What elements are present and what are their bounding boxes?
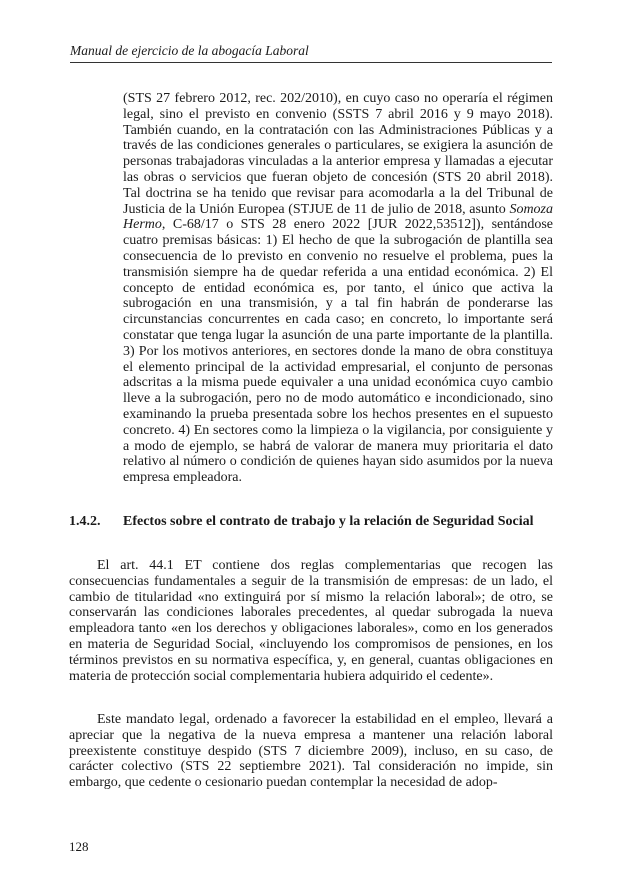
running-title: Manual de ejercicio de la abogacía Laboral [70,43,309,58]
section-title: Efectos sobre el contrato de trabajo y la relación de Seguridad Social [123,514,534,529]
section-number: 1.4.2. [69,514,101,529]
case-name: Somoza Hermo [123,201,553,233]
quote-block [123,91,553,486]
section-heading [69,513,553,530]
quote-text-1: (STS 27 febrero 2012, rec. 202/2010), en cuyo caso no operaría el régimen legal, sino el previsto en convenio (SSTS 7 abril 2016 y 9 mayo 2018). También cuando, en la contratación con las Administraciones Públicas y a través de las condiciones generales o particulares, se exigiera la asunción de personas trabajadoras vinculadas a la anterior empresa y llamadas a ejecutar las obras o servicios que fueran objeto de concesión (STS 20 abril 2018). Tal doctrina se ha tenido que revisar para acomodarla a la del Tribunal de Justicia de la Unión Europea (STJUE de 11 de julio de 2018, asunto [123,91,553,217]
paragraph-2: Este mandato legal, ordenado a favorecer la estabilidad en el empleo, llevará a apreciar que la negativa de la nueva empresa a mantener una relación laboral preexistente constituye despido (STS 7 diciembre 2009), incluso, en su caso, de carácter colectivo (STS 22 septiembre 2021). Tal consideración no impide, sin embargo, que cedente o cesionario puedan contemplar la necesidad de adop- [69,712,553,791]
paragraph-1: El art. 44.1 ET contiene dos reglas complementarias que recogen las consecuencias fundamentales a seguir de la transmisión de empresas: de un lado, el cambio de titularidad «no extinguirá por sí mismo la relación laboral»; de otro, se conservarán las condiciones laborales precedentes, al quedar subrogada la nueva empleadora tanto «en los derechos y obligaciones laborales», como en los generados en materia de Seguridad Social, «incluyendo los compromisos de pensiones, en los términos previstos en su normativa específica, y, en general, cuantas obligaciones en materia de protección social complementaria hubiera adquirido el cedente». [69,558,553,684]
page-number: 128 [69,839,89,854]
quote-text-2: , C-68/17 o STS 28 enero 2022 [JUR 2022,53512]), sentándose cuatro premisas básicas: 1) El hecho de que la subrogación de plantilla sea consecuencia de lo previsto en convenio no resuelve el problema, pues la transmisión siempre ha de quedar referida a una entidad económica. 2) El concepto de entidad económica es, por tanto, el único que activa la subrogación en una transmisión, y a tal fin habrán de ponderarse las circunstancias concurrentes en cada caso; en concreto, lo importante será constatar que tenga lugar la asunción de una parte importante de la plantilla. 3) Por los motivos anteriores, en sectores donde la mano de obra constituya el elemento principal de la actividad empresarial, el conjunto de personas adscritas a la misma puede equivaler a una unidad económica cuyo cambio lleve a la subrogación, pero no de modo automático e incondicionado, sino examinando la prueba presentada sobre los hechos presentes en el supuesto concreto. 4) En sectores como la limpieza o la vigilancia, por consiguiente y a modo de ejemplo, se habrá de valorar de manera muy prioritaria el dato relativo al número o condición de quienes hayan sido asumidos por la nueva empresa empleadora. [123,217,553,486]
running-header [70,42,552,63]
